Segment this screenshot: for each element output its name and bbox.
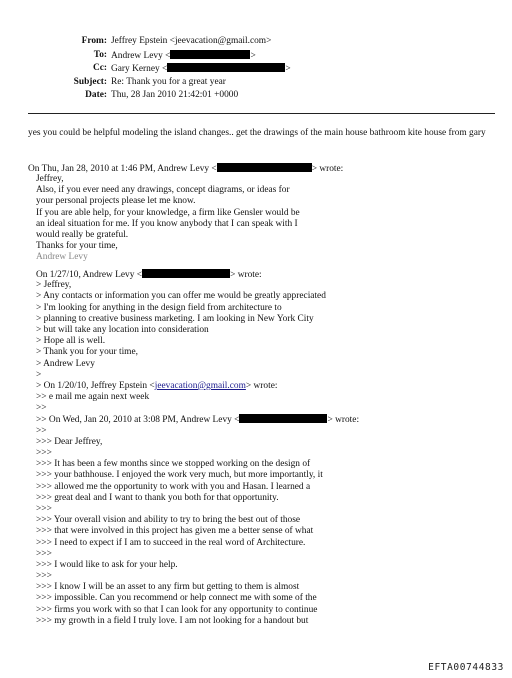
- quote-line: >>> I know I will be an asset to any firm but getting to them is almost: [36, 582, 300, 593]
- to-close: >: [250, 50, 256, 61]
- quote-line: >>> Your overall vision and ability to try to bring the best out of those: [36, 515, 301, 526]
- quote-line: >>>: [36, 548, 52, 559]
- cc-value: Gary Kerney <: [111, 64, 168, 74]
- quote-line: >>> impossible. Can you recommend or help connect me with some of the: [36, 593, 317, 604]
- redaction-bar: [239, 414, 327, 423]
- quote-line: >>> firms you work with so that I can look for any opportunity to continue: [36, 604, 318, 615]
- quote-line: an ideal situation for me. If you know anybody that I can speak with I: [36, 218, 298, 229]
- quote-signature: Andrew Levy: [36, 252, 88, 263]
- to-value: Andrew Levy <: [111, 50, 171, 61]
- redaction-bar: [217, 163, 312, 172]
- quote-line: > Hope all is well.: [36, 336, 106, 347]
- quote-line: If you are able help, for your knowledge, a firm like Gensler would be: [36, 207, 300, 218]
- cc-close: >: [285, 64, 291, 74]
- quote1-body: [36, 174, 300, 264]
- bates-number: EFTA00744833: [428, 662, 504, 673]
- quote-line: >>: [36, 403, 47, 414]
- quote-line: >>> It has been a few months since we stopped working on the design of: [36, 459, 311, 470]
- header-divider: [28, 113, 495, 114]
- quote-line: >>> my growth in a field I truly love. I am not looking for a handout but: [36, 615, 309, 626]
- quote1-attribution: [28, 163, 343, 174]
- quote-line: > planning to creative business marketing. I am looking in New York City: [36, 313, 314, 324]
- quote-line: >>>: [36, 503, 52, 514]
- nested-attr-suffix: > wrote:: [245, 380, 278, 391]
- from-row: [0, 36, 512, 50]
- date-label: Date:: [85, 90, 107, 100]
- quote-line: Thanks for your time,: [36, 241, 118, 252]
- quote2-attr-text: On 1/27/10, Andrew Levy <: [36, 270, 143, 280]
- quote-line: > I'm looking for anything in the design field from architecture to: [36, 302, 282, 313]
- quote-line: > but will take any location into consideration: [36, 324, 209, 335]
- redaction-bar: [167, 63, 285, 72]
- quote-line: > Andrew Levy: [36, 358, 95, 369]
- quote-line: >> e mail me again next week: [36, 392, 150, 403]
- cc-row: [0, 63, 512, 77]
- subject-value: Re: Thank you for a great year: [111, 76, 226, 87]
- quote-line: >>> that were involved in this project has given me a better sense of what: [36, 526, 314, 537]
- quote-line: >>> great deal and I want to thank you both for that opportunity.: [36, 492, 279, 503]
- redaction-bar: [142, 269, 230, 278]
- nested-attr-prefix: > On 1/20/10, Jeffrey Epstein <: [36, 380, 155, 391]
- quote-line: >>: [36, 425, 47, 436]
- cc-value-wrap: [111, 63, 291, 75]
- cc-label: Cc:: [92, 63, 107, 73]
- from-label: From:: [81, 36, 107, 46]
- from-value: Jeffrey Epstein <jeevacation@gmail.com>: [111, 36, 272, 46]
- quote1-attr-text: On Thu, Jan 28, 2010 at 1:46 PM, Andrew Levy <: [28, 164, 217, 174]
- nested2-attr-end: > wrote:: [327, 415, 360, 426]
- quote-line: >>>: [36, 448, 52, 458]
- to-row: [0, 50, 512, 64]
- quote-line: > Thank you for your time,: [36, 347, 138, 358]
- quote-line: >>> Dear Jeffrey,: [36, 436, 103, 447]
- quote-line: >>> I would like to ask for your help.: [36, 559, 178, 570]
- reply-body: [28, 128, 498, 139]
- email-link[interactable]: jeevacation@gmail.com: [154, 380, 246, 391]
- reply-text: yes you could be helpful modeling the island changes.. get the drawings of the main house bathroom kite house from gary: [28, 128, 486, 138]
- quote2-body: [36, 269, 359, 627]
- email-header: [0, 36, 512, 104]
- quote-line: >>> I need to expect if I am to succeed in the real word of Architecture.: [36, 537, 306, 548]
- quote-line: would really be grateful.: [36, 229, 129, 240]
- to-value-wrap: [111, 50, 256, 62]
- quote-line: your personal projects please let me know.: [36, 196, 196, 207]
- subject-label: Subject:: [73, 76, 107, 87]
- quote1-attr-end: > wrote:: [311, 164, 344, 174]
- date-value: Thu, 28 Jan 2010 21:42:01 +0000: [111, 90, 239, 100]
- to-label: To:: [93, 49, 107, 60]
- redaction-bar: [170, 50, 250, 59]
- quote-line: >>> allowed me the opportunity to work with you and Hasan. I learned a: [36, 481, 311, 492]
- quote-line: > Any contacts or information you can offer me would be greatly appreciated: [36, 291, 326, 302]
- subject-row: [0, 77, 512, 91]
- quote2-attr-end: > wrote:: [230, 270, 262, 280]
- quote-line: > Jeffrey,: [36, 280, 72, 291]
- nested2-attr-text: >> On Wed, Jan 20, 2010 at 3:08 PM, Andrew Levy <: [36, 415, 240, 426]
- date-row: [0, 90, 512, 104]
- quote-line: >>> your bathhouse. I enjoyed the work very much, but more importantly, it: [36, 470, 323, 481]
- quote-line: >>>: [36, 571, 52, 582]
- quote-line: Jeffrey,: [36, 174, 64, 184]
- quote-line: Also, if you ever need any drawings, concept diagrams, or ideas for: [36, 185, 290, 196]
- quote-line: >: [36, 369, 42, 380]
